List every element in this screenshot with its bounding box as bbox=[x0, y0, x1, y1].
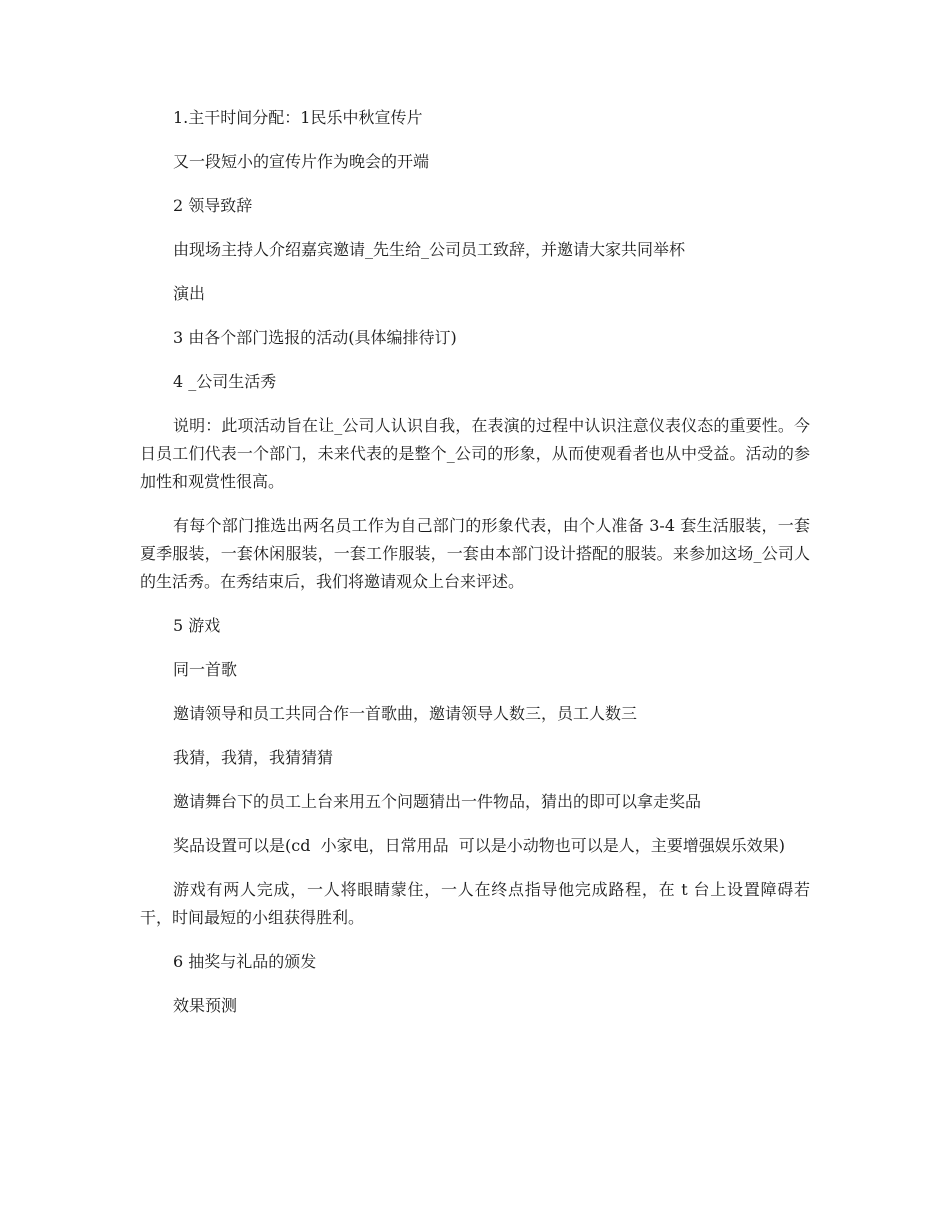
paragraph-life-show-description: 说明：此项活动旨在让_公司人认识自我，在表演的过程中认识注意仪表仪态的重要性。今日员工们代表一个部门，未来代表的是整个_公司的形象，从而使观看者也从中受益。活动的参加性和观赏性很高。 bbox=[140, 416, 810, 491]
paragraph-game-guessing: 我猜，我猜，我猜猜猜 bbox=[173, 748, 334, 767]
paragraph-prize-settings: 奖品设置可以是(cd 小家电，日常用品 可以是小动物也可以是人，主要增强娱乐效果) bbox=[173, 836, 786, 855]
paragraph-schedule-title: 1.主干时间分配：1民乐中秋宣传片 bbox=[173, 108, 423, 127]
paragraph-life-show-details: 有每个部门推选出两名员工作为自己部门的形象代表，由个人准备 3-4 套生活服装，一套夏季服装，一套休闲服装，一套工作服装，一套由本部门设计搭配的服装。来参加这场_公司人的生活秀。在秀结束后，我们将邀请观众上台来评述。 bbox=[140, 516, 810, 591]
paragraph-effect-forecast: 效果预测 bbox=[173, 996, 238, 1015]
paragraph-life-show-heading: 4 _公司生活秀 bbox=[173, 372, 277, 391]
paragraph-games-heading: 5 游戏 bbox=[173, 616, 221, 635]
paragraph-blindfold-game: 游戏有两人完成，一人将眼睛蒙住，一人在终点指导他完成路程，在 t 台上设置障碍若干，时间最短的小组获得胜利。 bbox=[140, 880, 810, 927]
paragraph-leader-speech: 由现场主持人介绍嘉宾邀请_先生给_公司员工致辞，并邀请大家共同举杯 bbox=[173, 240, 686, 259]
paragraph-lottery-heading: 6 抽奖与礼品的颁发 bbox=[173, 952, 317, 971]
paragraph-promo-video: 又一段短小的宣传片作为晚会的开端 bbox=[173, 152, 430, 171]
paragraph-department-activities: 3 由各个部门选报的活动(具体编排待订) bbox=[173, 328, 457, 347]
paragraph-performance: 演出 bbox=[173, 284, 206, 303]
document-body bbox=[140, 104, 810, 1036]
paragraph-game-same-song-rules: 邀请领导和员工共同合作一首歌曲，邀请领导人数三，员工人数三 bbox=[173, 704, 638, 723]
paragraph-game-same-song: 同一首歌 bbox=[173, 660, 238, 679]
paragraph-game-guessing-rules: 邀请舞台下的员工上台来用五个问题猜出一件物品，猜出的即可以拿走奖品 bbox=[173, 792, 702, 811]
paragraph-leader-speech-heading: 2 领导致辞 bbox=[173, 196, 253, 215]
